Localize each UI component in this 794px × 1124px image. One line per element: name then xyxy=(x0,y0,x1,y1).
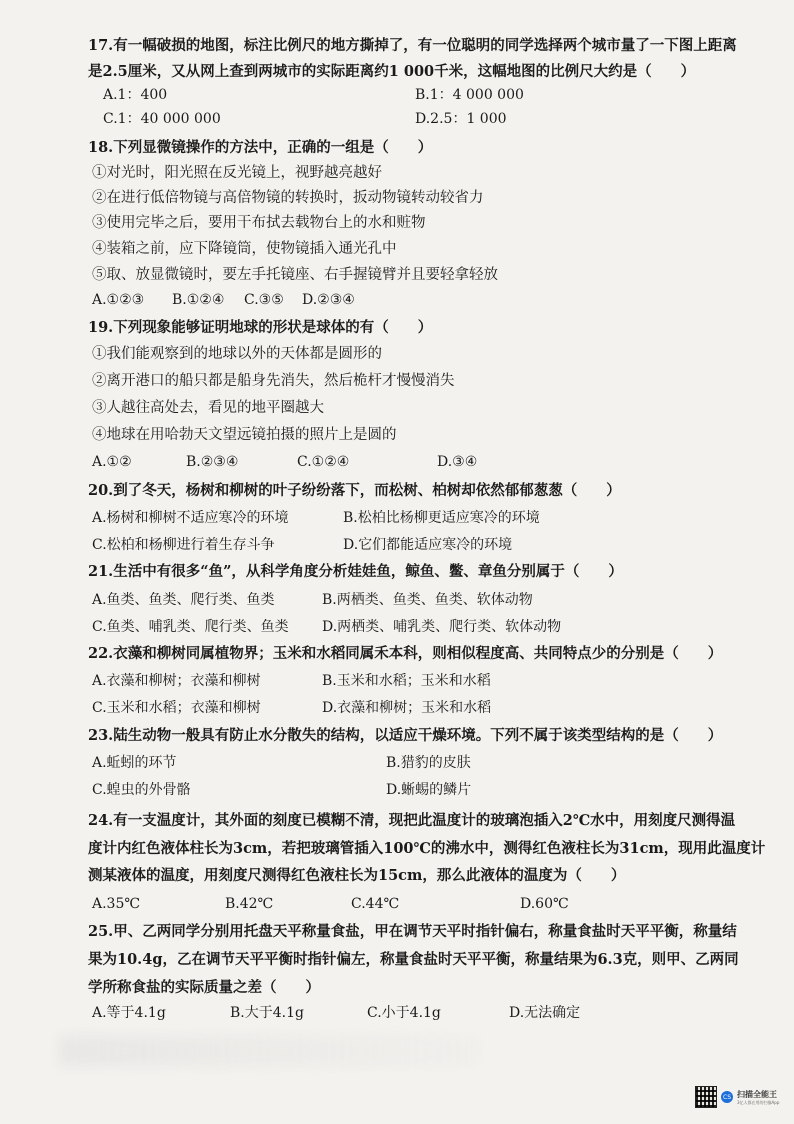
qr-code-icon xyxy=(695,1086,717,1108)
q17-stem-line-1: 17.有一幅破损的地图，标注比例尺的地方撕掉了，有一位聪明的同学选择两个城市量了一下图上距离 xyxy=(88,37,737,54)
q23-option-b: B.猎豹的皮肤 xyxy=(386,755,471,771)
q18-option-b: B.①②④ xyxy=(172,292,225,308)
q23-option-d: D.蜥蜴的鳞片 xyxy=(386,782,472,798)
q20-option-b: B.松柏比杨柳更适应寒冷的环境 xyxy=(343,510,540,526)
q17-option-b: B.1：4 000 000 xyxy=(415,87,524,103)
q18-item-2: ②在进行低倍物镜与高倍物镜的转换时，扳动物镜转动较省力 xyxy=(92,190,484,206)
q25-option-b: B.大于4.1g xyxy=(230,1005,304,1021)
q25-option-a: A.等于4.1g xyxy=(92,1005,166,1021)
q18-option-c: C.③⑤ xyxy=(244,292,284,308)
q19-item-4: ④地球在用哈勃天文望远镜拍摄的照片上是圆的 xyxy=(92,427,397,443)
q24-option-d: D.60℃ xyxy=(520,896,569,912)
scanner-brand-name: 扫描全能王 xyxy=(737,1089,777,1099)
q25-stem-line-3: 学所称食盐的实际质量之差（ ） xyxy=(88,979,320,996)
q22-option-d: D.衣藻和柳树；玉米和水稻 xyxy=(322,700,492,716)
scanner-brand xyxy=(737,1089,779,1106)
q21-option-b: B.两栖类、鱼类、鱼类、软体动物 xyxy=(322,592,533,608)
q25-option-c: C.小于4.1g xyxy=(367,1005,441,1021)
q19-option-c: C.①②④ xyxy=(297,454,350,470)
q19-option-a: A.①② xyxy=(92,454,132,470)
q17-option-c: C.1：40 000 000 xyxy=(103,111,221,127)
q24-stem-line-1: 24.有一支温度计，其外面的刻度已模糊不清，现把此温度计的玻璃泡插入2℃水中，用刻度尺测得温 xyxy=(88,812,736,829)
q21-option-a: A.鱼类、鱼类、爬行类、鱼类 xyxy=(92,592,275,608)
q23-option-a: A.蚯蚓的环节 xyxy=(92,755,177,771)
q25-stem-line-1: 25.甲、乙两同学分别用托盘天平称量食盐，甲在调节天平时指针偏右，称量食盐时天平平衡，称量结 xyxy=(88,923,737,940)
q24-stem-line-3: 测某液体的温度，用刻度尺测得红色液柱长为15cm，那么此液体的温度为（ ） xyxy=(88,867,626,884)
q20-option-d: D.它们都能适应寒冷的环境 xyxy=(343,537,513,553)
scan-shadow xyxy=(60,1036,480,1066)
q25-option-d: D.无法确定 xyxy=(509,1005,581,1021)
q24-option-c: C.44℃ xyxy=(351,896,400,912)
q24-option-a: A.35℃ xyxy=(92,896,141,912)
q19-item-1: ①我们能观察到的地球以外的天体都是圆形的 xyxy=(92,346,382,362)
scanner-brand-sub: 3亿人都在用的扫描App xyxy=(737,1099,780,1105)
q18-item-5: ⑤取、放显微镜时，要左手托镜座、右手握镜臂并且要轻拿轻放 xyxy=(92,267,498,283)
q23-stem: 23.陆生动物一般具有防止水分散失的结构，以适应干燥环境。下列不属于该类型结构的是（ ） xyxy=(88,727,723,744)
q21-stem: 21.生活中有很多“鱼”，从科学角度分析娃娃鱼，鲸鱼、鳖、章鱼分别属于（ ） xyxy=(88,563,623,580)
q20-option-a: A.杨树和柳树不适应寒冷的环境 xyxy=(92,510,289,526)
q19-option-d: D.③④ xyxy=(437,454,478,470)
q25-stem-line-2: 果为10.4g，乙在调节天平平衡时指针偏左，称量食盐时天平平衡，称量结果为6.3克，则甲、乙两同 xyxy=(88,951,739,968)
q22-option-a: A.衣藻和柳树；衣藻和柳树 xyxy=(92,673,261,689)
q17-stem-line-2: 是2.5厘米，又从网上查到两城市的实际距离约1 000千米，这幅地图的比例尺大约是（ ） xyxy=(88,63,696,80)
q18-option-d: D.②③④ xyxy=(302,292,355,308)
camscanner-logo-icon: CS xyxy=(721,1091,733,1103)
q23-option-c: C.蝗虫的外骨骼 xyxy=(92,782,191,798)
q24-option-b: B.42℃ xyxy=(225,896,274,912)
q17-option-d: D.2.5：1 000 xyxy=(415,111,507,127)
q19-stem: 19.下列现象能够证明地球的形状是球体的有（ ） xyxy=(88,319,433,336)
q21-option-c: C.鱼类、哺乳类、爬行类、鱼类 xyxy=(92,619,289,635)
q22-option-b: B.玉米和水稻；玉米和水稻 xyxy=(322,673,491,689)
q24-stem-line-2: 度计内红色液体柱长为3cm，若把玻璃管插入100℃的沸水中，测得红色液柱长为31cm，现用此温度计 xyxy=(88,840,766,857)
q18-stem: 18.下列显微镜操作的方法中，正确的一组是（ ） xyxy=(88,139,433,156)
q20-option-c: C.松柏和杨柳进行着生存斗争 xyxy=(92,537,275,553)
q22-option-c: C.玉米和水稻；衣藻和柳树 xyxy=(92,700,261,716)
q18-item-3: ③使用完毕之后，要用干布拭去载物台上的水和赃物 xyxy=(92,215,426,231)
q18-option-a: A.①②③ xyxy=(92,292,145,308)
q20-stem: 20.到了冬天，杨树和柳树的叶子纷纷落下，而松树、柏树却依然郁郁葱葱（ ） xyxy=(88,482,621,499)
q19-item-2: ②离开港口的船只都是船身先消失，然后桅杆才慢慢消失 xyxy=(92,373,455,389)
q19-option-b: B.②③④ xyxy=(186,454,239,470)
q22-stem: 22.衣藻和柳树同属植物界；玉米和水稻同属禾本科，则相似程度高、共同特点少的分别是（ ） xyxy=(88,645,723,662)
q19-item-3: ③人越往高处去，看见的地平圈越大 xyxy=(92,400,324,416)
q21-option-d: D.两栖类、哺乳类、爬行类、软体动物 xyxy=(322,619,562,635)
q17-option-a: A.1：400 xyxy=(103,87,168,103)
q18-item-1: ①对光时，阳光照在反光镜上，视野越亮越好 xyxy=(92,165,382,181)
scanner-watermark xyxy=(695,1086,779,1108)
q18-item-4: ④装箱之前，应下降镜筒，使物镜插入通光孔中 xyxy=(92,241,397,257)
